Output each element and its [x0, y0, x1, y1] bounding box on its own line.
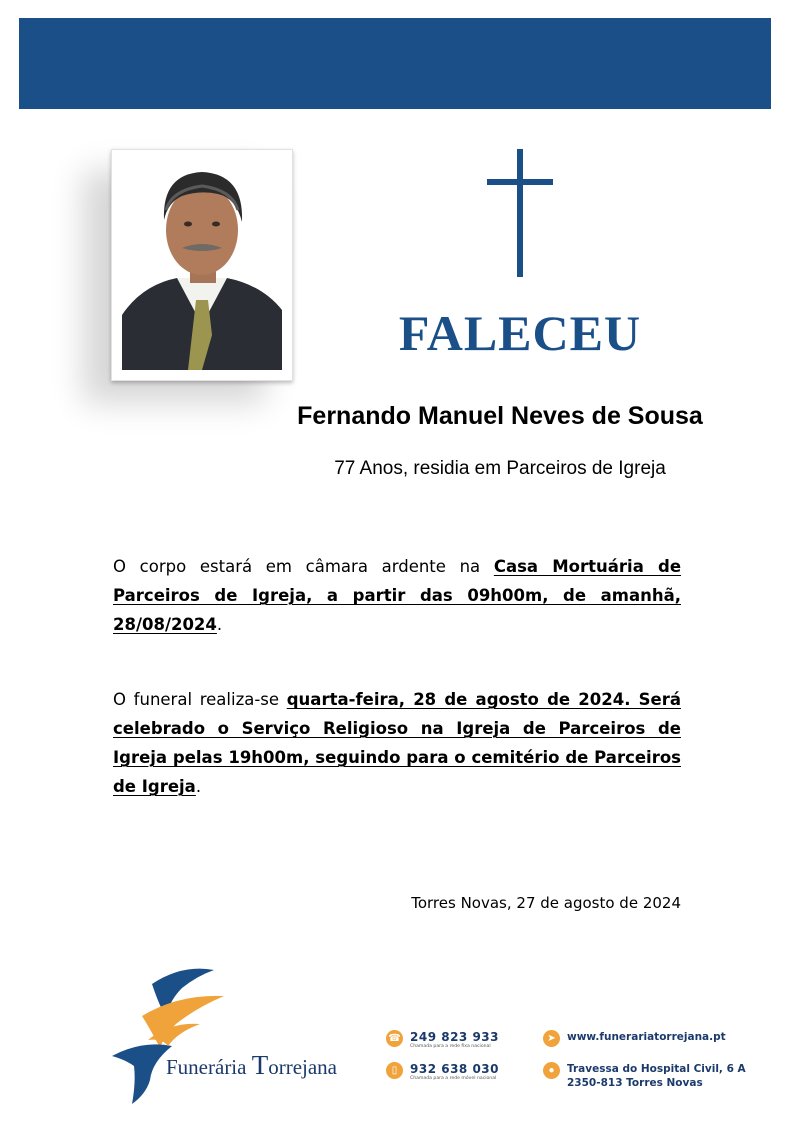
funeral-tail: .: [195, 777, 202, 796]
headline: FALECEU: [398, 305, 642, 361]
mobile-icon: ▯: [386, 1062, 403, 1079]
wake-paragraph: [113, 552, 681, 639]
mobile-number: 932 638 030: [410, 1062, 500, 1076]
phone-note: Chamada para a rede fixa nacional: [410, 1044, 491, 1049]
funeral-paragraph: [113, 685, 681, 801]
funeraria-logo-icon: [112, 966, 237, 1106]
funeral-details: quarta-feira, 28 de agosto de 2024. Será celebrado o Serviço Religioso na Igreja de Parceiros de Igreja pelas 19h00m, seguindo para o cemitério de Parceiros de Igreja: [113, 690, 681, 796]
website-url: www.funerariatorrejana.pt: [567, 1031, 726, 1043]
wake-details: Casa Mortuária de Parceiros de Igreja, a partir das 09h00m, de amanhã, 28/08/2024: [113, 557, 682, 634]
mobile-note: Chamada para a rede móvel nacional: [410, 1076, 497, 1081]
deceased-photo: [111, 149, 293, 381]
contact-website[interactable]: [543, 1030, 726, 1047]
contact-phone-mobile[interactable]: [386, 1062, 499, 1082]
globe-icon: ➤: [543, 1030, 560, 1047]
phone-number: 249 823 933: [410, 1030, 500, 1044]
age-residence: 77 Anos, residia em Parceiros de Igreja: [334, 458, 666, 479]
wake-tail: .: [216, 615, 223, 634]
contact-address: [543, 1062, 746, 1090]
contact-phone-landline[interactable]: [386, 1030, 499, 1050]
cross-icon: [487, 149, 553, 277]
phone-icon: ☎: [386, 1030, 403, 1047]
funeraria-logo-name: Funerária Torrejana: [166, 1050, 338, 1080]
address-line2: 2350-813 Torres Novas: [567, 1077, 703, 1089]
funeral-lead: O funeral realiza-se: [113, 690, 287, 709]
dateline: Torres Novas, 27 de agosto de 2024: [411, 894, 681, 912]
wake-lead: O corpo estará em câmara ardente na: [113, 557, 494, 576]
portrait-image: [122, 160, 282, 370]
location-pin-icon: ●: [543, 1062, 560, 1079]
header-banner: [19, 18, 771, 109]
address-line1: Travessa do Hospital Civil, 6 A: [567, 1063, 746, 1075]
deceased-name: Fernando Manuel Neves de Sousa: [297, 402, 703, 430]
